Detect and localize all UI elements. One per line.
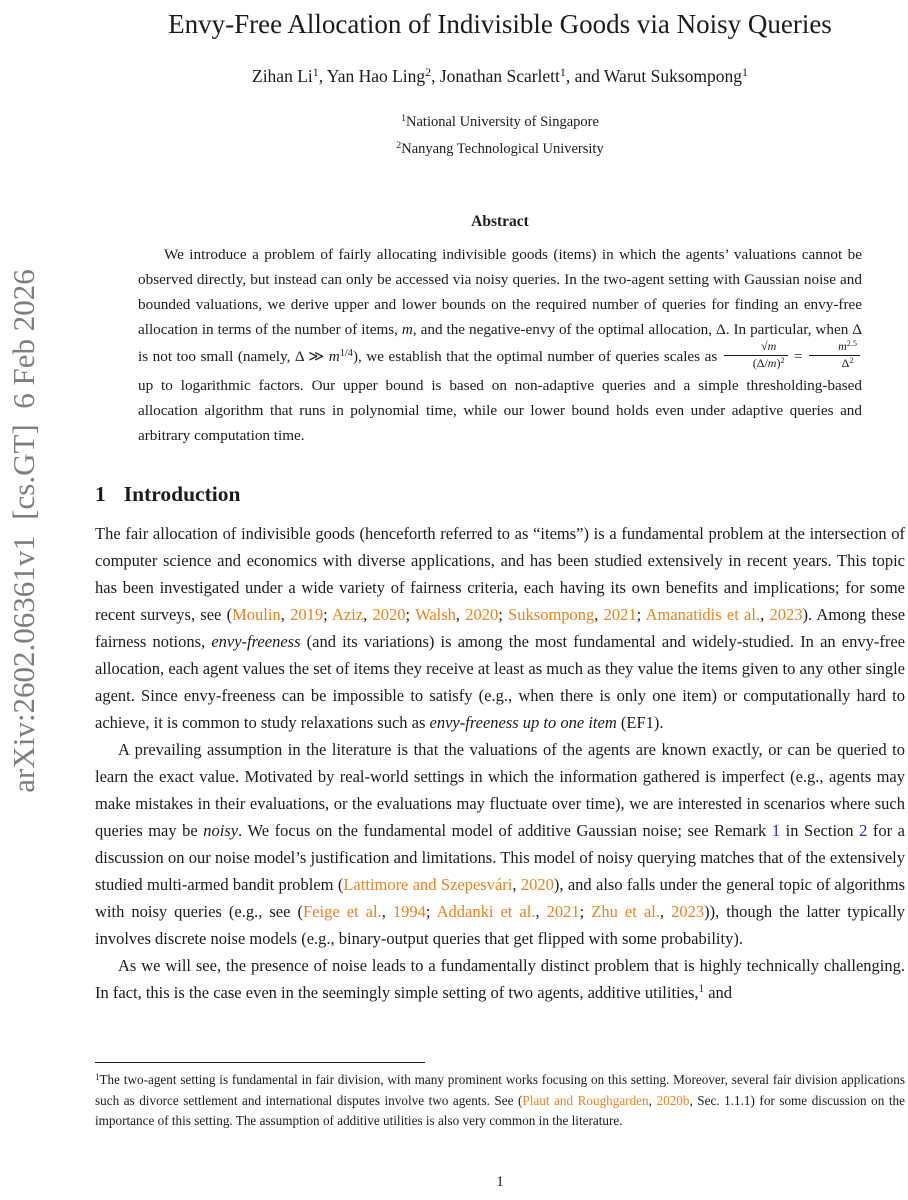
citation-link[interactable]: Plaut and Roughgarden [522,1093,649,1108]
intro-paragraph-1 [95,520,905,736]
text-run: ; [498,604,509,624]
text-run: Zihan Li [252,66,313,86]
italic-text: envy-freeness up to one item [429,712,617,732]
fraction-numerator [724,340,788,356]
text-run: ; [636,604,646,624]
text-run: (Δ/ [752,355,768,370]
text-run: ), and also falls under the general topic of algorithms with noisy queries (e.g., see ( [95,874,905,921]
text-run: (EF1). [616,712,664,732]
abstract-heading: Abstract [471,213,529,230]
affiliation-marker: 1 [401,113,407,125]
affiliation-name: Nanyang Technological University [401,141,604,157]
citation-link[interactable]: 2023 [769,604,803,624]
citation-link[interactable]: 2021 [546,901,580,921]
superscript: 1 [95,1071,100,1082]
citation-link[interactable]: Amanatidis et al. [645,604,761,624]
footnote-ref-link[interactable]: 1 [698,983,705,996]
section-number: 1 [95,481,106,506]
text-run: up to logarithmic factors. Our upper bound is based on non-adaptive queries and a simple thresholding-based allocation algorithm that runs in polynomial time, while our lower bound holds even under adaptive queries and arbitrary computation time. [138,376,862,444]
superscript: 2 [780,355,785,365]
paper-title: Envy-Free Allocation of Indivisible Goods via Noisy Queries [168,9,832,39]
citation-link[interactable]: 2020b [656,1093,690,1108]
text-run: The two-agent setting is fundamental in fair division, with many prominent works focusing on this setting. Moreover, several fair division applications such as divorce settlement and international disputes involve two agents. See ( [95,1072,905,1108]
fraction-denominator [809,356,860,371]
text-run: , Sec. 1.1.1) for some discussion on the importance of this setting. The assumption of additive utilities is also very common in the literature. [95,1093,905,1128]
text-run: , [363,604,373,624]
text-run: (and its variations) is among the most fundamental and widely-studied. In an envy-free allocation, each agent values the set of items they receive at least as much as they value the items given to any other single agent. Since envy-freeness can be impossible to satisfy (e.g., when there is only one item) or computationally hard to achieve, it is common to study relaxations such as [95,631,906,732]
math-var: m [328,347,340,365]
section-1-heading [95,481,905,507]
citation-link[interactable]: 2023 [671,901,705,921]
superscript: 2 [425,65,432,80]
superscript: 1/4 [339,347,353,359]
text-run: The fair allocation of indivisible goods (henceforth referred to as “items”) is a fundamental problem at the intersection of computer science and economics with diverse applications, and has been studied extensively in recent years. This topic has been investigated under a wide variety of fairness criteria, each having its own benefits and implications; for some recent surveys, see ( [95,523,905,624]
text-run: , [381,901,393,921]
authors-line [95,65,905,89]
citation-link[interactable]: Moulin [232,604,281,624]
italic-text: envy-freeness [211,631,301,651]
text-run: A prevailing assumption in the literature is that the valuations of the agents are known exactly, or can be queried to learn the exact value. Motivated by real-world settings in which the information gathered is imperfect (e.g., agents may make mistakes in their evaluations, or the evaluations may fluctuate over time), we are interested in scenarios where such queries may be [95,739,905,840]
math-var: m [401,321,413,338]
text-run: Δ [841,355,850,370]
text-run: , and Warut Suksompong [565,66,743,86]
affiliation-marker: 2 [396,140,402,152]
math-var: m [767,355,777,370]
superscript: 1 [559,65,566,80]
cross-ref-link[interactable]: 2 [859,820,868,840]
citation-link[interactable]: Lattimore and Szepesvári [343,874,513,894]
section-title: Introduction [123,481,241,506]
math-fraction [724,340,788,371]
text-run: , [280,604,291,624]
text-run: ). Among these fairness notions, [95,604,906,651]
citation-link[interactable]: Addanki et al. [436,901,536,921]
text-run: ; [405,604,416,624]
fraction-numerator [809,340,860,356]
fraction-denominator [724,356,788,371]
superscript: 1 [742,65,748,80]
text-run: , [648,1093,657,1108]
text-run: ; [323,604,332,624]
affiliation-name: National University of Singapore [406,114,599,130]
text-run: , and the negative-envy of the optimal allocation, Δ. In particular, when Δ is not too small (namely, Δ ≫ [138,321,863,365]
superscript: 1 [312,65,319,80]
citation-link[interactable]: Feige et al. [302,901,382,921]
affiliation-line-1 [95,112,905,134]
text-run: , Jonathan Scarlett [431,66,560,86]
math-fraction [809,340,860,371]
text-run: , [594,604,604,624]
abstract-text [138,242,862,448]
cross-ref-link[interactable]: 1 [771,820,781,840]
citation-link[interactable]: Suksompong [508,604,595,624]
text-column [95,0,905,1009]
superscript: 2.5 [846,339,857,349]
text-run: , [659,901,672,921]
text-run: , [512,874,521,894]
citation-link[interactable]: 2019 [290,604,324,624]
text-run: )), though the latter typically involves discrete noise models (e.g., binary-output queries that get flipped with some probability). [95,901,906,948]
citation-link[interactable]: Zhu et al. [591,901,660,921]
text-run: , [535,901,547,921]
italic-text: noisy [203,820,239,840]
footnote-rule [95,1062,425,1063]
citation-link[interactable]: 2021 [603,604,637,624]
page-number: 1 [496,1174,504,1190]
intro-paragraph-3 [95,952,905,1009]
citation-link[interactable]: Aziz [332,604,364,624]
intro-paragraph-2 [95,736,905,952]
citation-link[interactable]: 2020 [465,604,499,624]
text-run: √ [761,339,768,353]
text-run: = [789,347,808,365]
math-var: m [838,339,847,353]
math-var: m [767,339,777,353]
citation-link[interactable]: 2020 [372,604,406,624]
footnote-text [95,1070,905,1131]
text-run: As we will see, the presence of noise leads to a fundamentally distinct problem that is highly technically challenging. In fact, this is the case even in the seemingly simple setting of two agents, additive utilities, [95,955,905,1002]
text-run: , [455,604,466,624]
footnote-block [95,1062,905,1131]
text-run: in Section [780,820,860,840]
text-run: , Yan Hao Ling [318,66,426,86]
text-run: ; [579,901,592,921]
citation-link[interactable]: 2020 [520,874,554,894]
text-run: ; [425,901,437,921]
text-run: , [760,604,770,624]
superscript: 2 [849,355,854,365]
citation-link[interactable]: 1994 [392,901,426,921]
affiliation-line-2 [95,139,905,161]
citation-link[interactable]: Walsh [415,604,456,624]
text-run: for a discussion on our noise model’s justification and limitations. This model of noisy querying matches that of the extensively studied multi-armed bandit problem ( [95,820,906,894]
text-run: and [704,982,733,1002]
text-run: ), we establish that the optimal number of queries scales as [352,347,722,365]
text-run: . We focus on the fundamental model of additive Gaussian noise; see Remark [238,820,772,840]
text-run: We introduce a problem of fairly allocating indivisible goods (items) in which the agents’ valuations cannot be observed directly, but instead can only be accessed via noisy queries. In the two-agent setting with Gaussian noise and bounded valuations, we derive upper and lower bounds on the required number of queries for finding an envy-free allocation in terms of the number of items, [138,246,862,338]
arxiv-watermark: arXiv:2602.06361v1 [cs.GT] 6 Feb 2026 [6,269,41,793]
introduction-body [95,520,905,1009]
text-run: ) [776,355,781,370]
